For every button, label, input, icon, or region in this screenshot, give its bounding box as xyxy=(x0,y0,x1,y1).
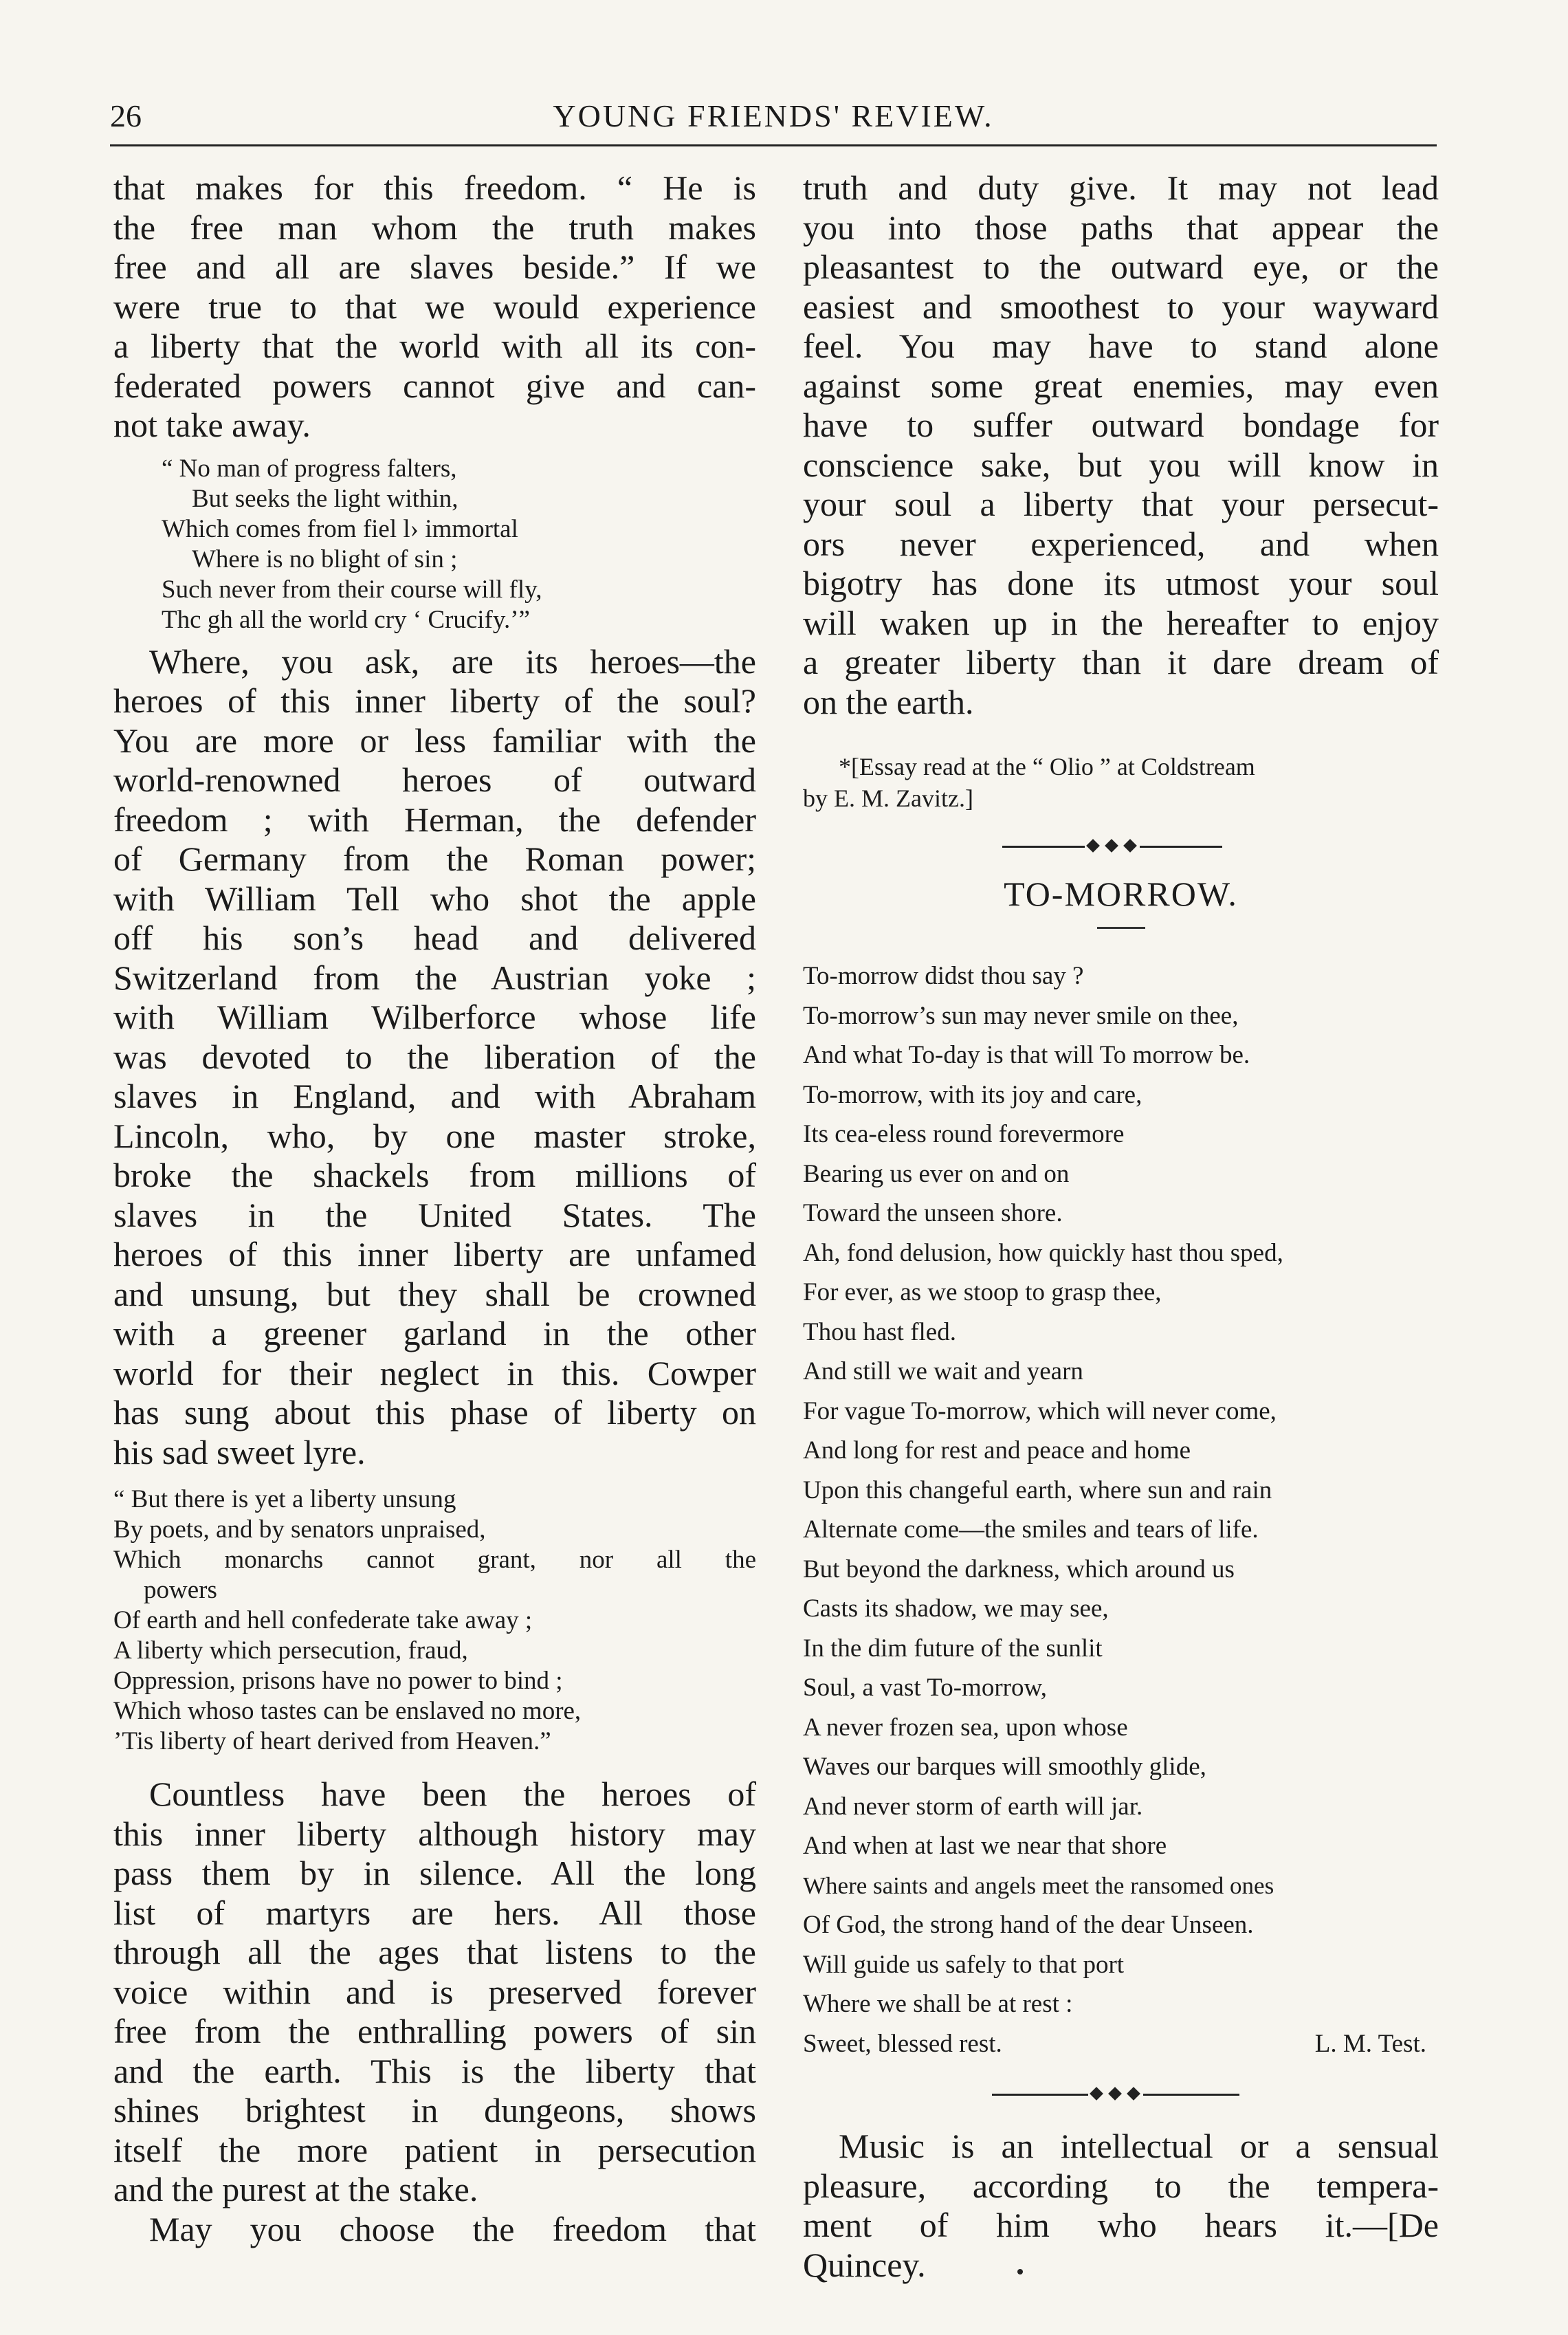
text-line: and the purest at the stake. xyxy=(113,2170,478,2208)
text-line: world for their neglect in this. Cowper xyxy=(113,1353,756,1392)
poem-line: Where saints and angels meet the ransomed ones xyxy=(803,1872,1274,1899)
text-line: world-renowned heroes of outward xyxy=(113,760,756,799)
text-line: Countless have been the heroes of xyxy=(149,1775,756,1813)
poem-line: To-morrow’s sun may never smile on thee, xyxy=(803,1001,1239,1030)
verse-line: Where is no blight of sin ; xyxy=(192,545,458,573)
music-quote xyxy=(803,2127,1439,2285)
footnote-line: by E. M. Zavitz.] xyxy=(803,785,973,812)
text-line: slaves in the United States. The xyxy=(113,1195,756,1234)
text-line: against some great enemies, may even xyxy=(803,366,1439,405)
section-ornament xyxy=(803,835,1439,858)
text-line: shines brightest in dungeons, shows xyxy=(113,2091,756,2129)
poem-line: And never storm of earth will jar. xyxy=(803,1792,1143,1821)
poem-line: To-morrow didst thou say ? xyxy=(803,962,1084,990)
text-line: have to suffer outward bondage for xyxy=(803,406,1439,444)
verse-line: Oppression, prisons have no power to bind ; xyxy=(113,1667,563,1695)
text-line: voice within and is preserved forever xyxy=(113,1972,756,2011)
page-number: 26 xyxy=(110,98,142,133)
text-line: with a greener garland in the other xyxy=(113,1314,756,1352)
text-line: Where, you ask, are its heroes—the xyxy=(149,642,756,681)
poem-line: And long for rest and peace and home xyxy=(803,1436,1191,1465)
verse-line: “ No man of progress falters, xyxy=(162,454,457,483)
verse-line: powers xyxy=(144,1576,217,1604)
text-line: has sung about this phase of liberty on xyxy=(113,1393,756,1432)
verse-line: Such never from their course will fly, xyxy=(162,575,542,604)
text-line: and unsung, but they shall be crowned xyxy=(113,1274,756,1313)
text-line: Lincoln, who, by one master stroke, xyxy=(113,1116,756,1155)
essay-paragraph-4 xyxy=(113,2210,756,2250)
poem-line: Ah, fond delusion, how quickly hast thou sped, xyxy=(803,1238,1283,1267)
poem-line: For ever, as we stoop to grasp thee, xyxy=(803,1278,1162,1306)
poem-line: Alternate come—the smiles and tears of life. xyxy=(803,1515,1259,1544)
poem-line: Where we shall be at rest : xyxy=(803,1990,1073,2018)
text-line: slaves in England, and with Abraham xyxy=(113,1077,756,1115)
verse-line: Which whoso tastes can be enslaved no more, xyxy=(113,1697,582,1725)
text-line: itself the more patient in persecution xyxy=(113,2130,756,2169)
text-line: with William Tell who shot the apple xyxy=(113,879,756,918)
text-line: ors never experienced, and when xyxy=(803,524,1439,563)
footnote-line: *[Essay read at the “ Olio ” at Coldstream xyxy=(839,753,1255,780)
poem-title: TO-MORROW. xyxy=(1004,875,1238,913)
text-line: Switzerland from the Austrian yoke ; xyxy=(113,958,756,997)
section-ornament xyxy=(803,2083,1439,2106)
poem-line: And still we wait and yearn xyxy=(803,1357,1083,1385)
essay-paragraph-1 xyxy=(113,168,756,446)
text-line: on the earth. xyxy=(803,682,974,721)
text-line: through all the ages that listens to the xyxy=(113,1933,756,1971)
text-line: will waken up in the hereafter to enjoy xyxy=(803,603,1439,642)
poem-line: Toward the unseen shore. xyxy=(803,1199,1063,1227)
poem-line: In the dim future of the sunlit xyxy=(803,1634,1103,1663)
text-line: the free man whom the truth makes xyxy=(113,208,756,247)
poem-to-morrow xyxy=(803,956,1439,2063)
poem-line: A never frozen sea, upon whose xyxy=(803,1713,1128,1742)
essay-footnote xyxy=(803,751,1439,814)
poem-line: Bearing us ever on and on xyxy=(803,1159,1070,1188)
poem-line: Of God, the strong hand of the dear Unseen. xyxy=(803,1911,1254,1939)
verse-line: Which monarchs cannot grant, nor all the xyxy=(113,1546,756,1574)
text-line: freedom ; with Herman, the defender xyxy=(113,800,756,839)
essay-paragraph-continued xyxy=(803,168,1439,722)
essay-paragraph-2 xyxy=(113,642,756,1473)
verse-line: A liberty which persecution, fraud, xyxy=(113,1636,468,1665)
text-line: May you choose the freedom that xyxy=(149,2209,756,2248)
header-rule xyxy=(110,144,1437,146)
text-line: with William Wilberforce whose life xyxy=(113,998,756,1036)
text-line: not take away. xyxy=(113,406,311,444)
poem-line: For vague To-morrow, which will never come, xyxy=(803,1396,1277,1425)
verse-line: “ But there is yet a liberty unsung xyxy=(113,1485,456,1513)
text-line: were true to that we would experience xyxy=(113,287,756,326)
text-line: off his son’s head and delivered xyxy=(113,919,756,957)
text-line: federated powers cannot give and can- xyxy=(113,366,756,405)
poem-author: L. M. Test. xyxy=(1314,2029,1426,2058)
text-line: Music is an intellectual or a sensual xyxy=(839,2127,1439,2165)
title-rule xyxy=(1097,927,1145,929)
text-line: easiest and smoothest to your wayward xyxy=(803,287,1439,326)
page-header xyxy=(110,91,1437,142)
text-line: this inner liberty although history may xyxy=(113,1814,756,1853)
text-line: that makes for this freedom. “ He is xyxy=(113,168,756,207)
text-line: heroes of this inner liberty are unfamed xyxy=(113,1235,756,1273)
verse-line: Which comes from fiel l› immortal xyxy=(162,514,518,543)
poem-line: To-morrow, with its joy and care, xyxy=(803,1080,1142,1109)
text-line: your soul a liberty that your persecut- xyxy=(803,485,1439,523)
poem-closing-line xyxy=(803,2024,1439,2064)
poem-line: Upon this changeful earth, where sun and rain xyxy=(803,1476,1272,1504)
verse-quote-1 xyxy=(162,454,756,635)
poem-line: Thou hast fled. xyxy=(803,1317,956,1346)
poem-line: Waves our barques will smoothly glide, xyxy=(803,1753,1206,1781)
print-speck xyxy=(1017,2269,1023,2274)
text-line: You are more or less familiar with the xyxy=(113,721,756,760)
essay-paragraph-3 xyxy=(113,1775,756,2210)
poem-line: Soul, a vast To-morrow, xyxy=(803,1674,1048,1702)
text-line: a liberty that the world with all its con- xyxy=(113,327,756,365)
verse-quote-cowper xyxy=(113,1484,756,1757)
poem-line: Casts its shadow, we may see, xyxy=(803,1594,1109,1623)
text-line: his sad sweet lyre. xyxy=(113,1432,366,1471)
text-line: pleasure, according to the tempera- xyxy=(803,2166,1439,2205)
text-line: ment of him who hears it.—[De xyxy=(803,2206,1439,2244)
poem-line: And when at last we near that shore xyxy=(803,1832,1167,1860)
text-line: free from the enthralling powers of sin xyxy=(113,2012,756,2050)
verse-line: But seeks the light within, xyxy=(192,484,459,513)
text-line: heroes of this inner liberty of the soul? xyxy=(113,681,756,720)
text-line: list of martyrs are hers. All those xyxy=(113,1893,756,1932)
text-line: a greater liberty than it dare dream of xyxy=(803,643,1439,681)
text-line: conscience sake, but you will know in xyxy=(803,445,1439,484)
poem-last-line: Sweet, blessed rest. xyxy=(803,2029,1002,2058)
text-line: pass them by in silence. All the long xyxy=(113,1854,756,1892)
text-line: bigotry has done its utmost your soul xyxy=(803,564,1439,602)
text-line: truth and duty give. It may not lead xyxy=(803,168,1439,207)
poem-line: Will guide us safely to that port xyxy=(803,1950,1125,1979)
poem-line: And what To-day is that will To morrow be. xyxy=(803,1041,1250,1069)
text-line: you into those paths that appear the xyxy=(803,208,1439,247)
right-column xyxy=(803,168,1439,2285)
text-line: broke the shackels from millions of xyxy=(113,1156,756,1194)
verse-line: Of earth and hell confederate take away ; xyxy=(113,1606,533,1634)
text-line: of Germany from the Roman power; xyxy=(113,840,756,878)
left-column xyxy=(113,168,756,2249)
running-title: YOUNG FRIENDS' REVIEW. xyxy=(553,98,994,133)
poem-line: Its cea-eless round forevermore xyxy=(803,1120,1125,1148)
text-line: free and all are slaves beside.” If we xyxy=(113,248,756,286)
text-line: and the earth. This is the liberty that xyxy=(113,2051,756,2090)
text-line: Quincey. xyxy=(803,2245,926,2284)
text-line: feel. You may have to stand alone xyxy=(803,327,1439,365)
verse-line: By poets, and by senators unpraised, xyxy=(113,1515,486,1544)
text-line: pleasantest to the outward eye, or the xyxy=(803,248,1439,286)
verse-line: Thc gh all the world cry ‘ Crucify.’” xyxy=(162,605,530,634)
verse-line: ’Tis liberty of heart derived from Heaven.” xyxy=(113,1727,551,1755)
poem-line: But beyond the darkness, which around us xyxy=(803,1555,1235,1583)
text-line: was devoted to the liberation of the xyxy=(113,1037,756,1076)
